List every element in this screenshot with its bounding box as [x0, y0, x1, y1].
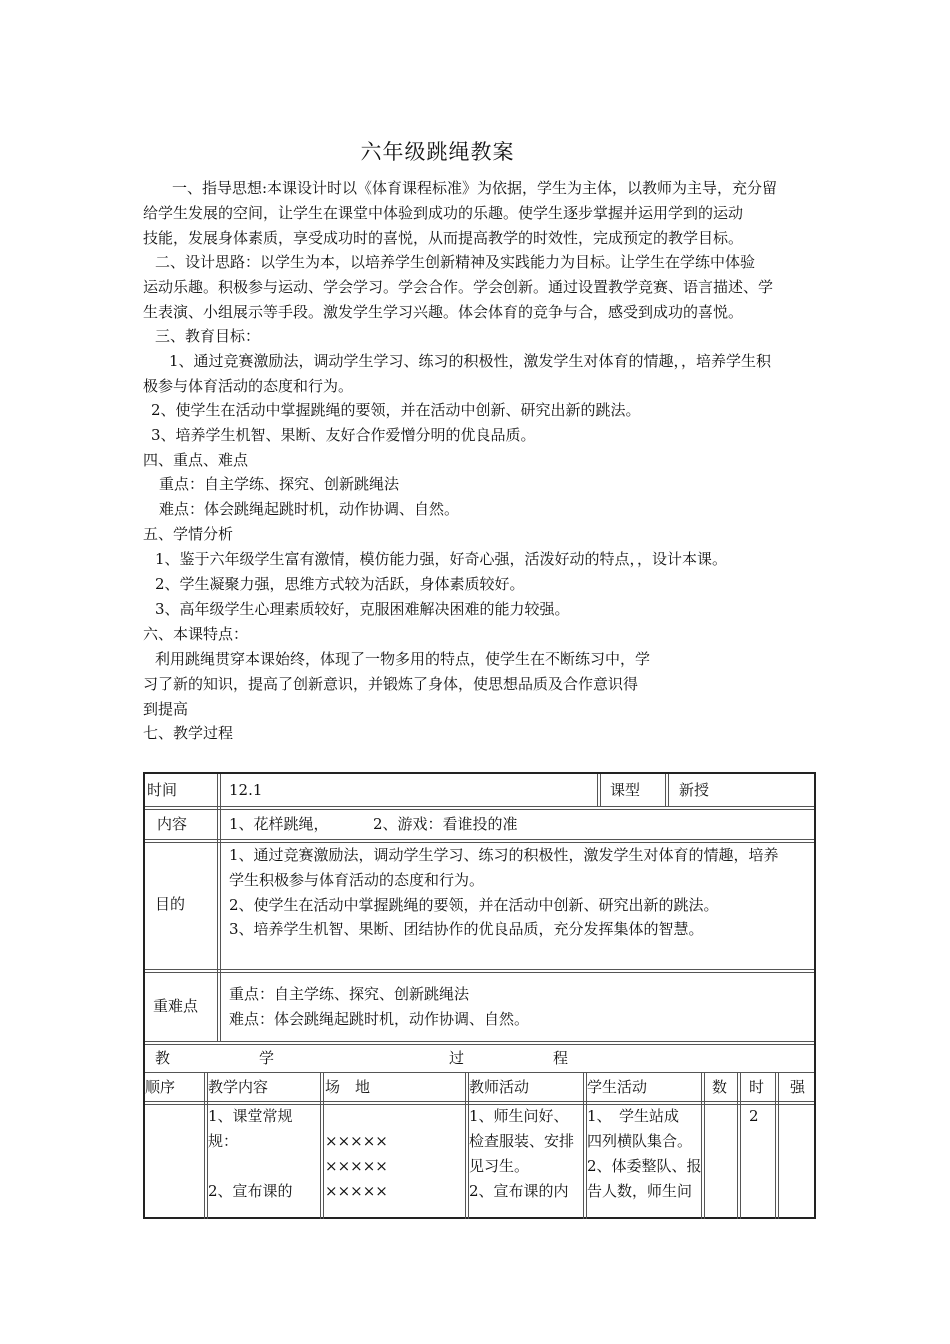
- row-divider: [145, 969, 814, 973]
- time-label: 时间: [147, 781, 178, 799]
- paragraph-line: 极参与体育活动的态度和行为。: [143, 377, 354, 395]
- paragraph-line: 生表演、小组展示等手段。激发学生学习兴趣。体会体育的竞争与合，感受到成功的喜悦。: [143, 303, 744, 321]
- content-value-2: 2、游戏：看谁投的准: [373, 815, 518, 833]
- paragraph-line: 3、培养学生机智、果断、友好合作爱憎分明的优良品质。: [151, 426, 536, 444]
- column-divider: [737, 1072, 741, 1219]
- section-heading: 七、教学过程: [143, 724, 234, 742]
- column-divider: [597, 774, 601, 806]
- header-field: 场 地: [325, 1078, 371, 1096]
- paragraph-line: 给学生发展的空间，让学生在课堂中体验到成功的乐趣。使学生逐步掌握并运用学到的运动: [143, 204, 744, 222]
- row-teacher-line: 检查服装、安排: [469, 1132, 575, 1150]
- header-intensity: 强: [790, 1078, 806, 1096]
- process-char: 过: [449, 1049, 465, 1067]
- section-heading: 五、学情分析: [143, 525, 234, 543]
- goal-line: 学生积极参与体育活动的态度和行为。: [229, 871, 485, 889]
- column-divider: [665, 774, 669, 806]
- paragraph-line: 难点：体会跳绳起跳时机，动作协调、自然。: [159, 500, 460, 518]
- paragraph-line: 到提高: [143, 700, 189, 718]
- lesson-plan-table: [143, 772, 816, 1219]
- goal-line: 1、通过竞赛激励法，调动学生学习、练习的积极性，激发学生对体育的情趣，培养: [229, 846, 779, 864]
- row-teacher-line: 1、师生问好、: [469, 1107, 569, 1125]
- row-field-line: ×××××: [325, 1182, 388, 1200]
- row-content-line: 2、宣布课的: [208, 1182, 293, 1200]
- header-teacher: 教师活动: [469, 1078, 530, 1096]
- column-divider: [320, 1072, 324, 1219]
- key-point-line: 难点：体会跳绳起跳时机，动作协调、自然。: [229, 1010, 530, 1028]
- paragraph-line: 1、通过竞赛激励法，调动学生学习、练习的积极性，激发学生对体育的情趣，，培养学生积: [169, 352, 772, 370]
- header-content: 教学内容: [208, 1078, 269, 1096]
- paragraph-line: 运动乐趣。积极参与运动、学会学习。学会合作。学会创新。通过设置教学竞赛、语言描述、学: [143, 278, 774, 296]
- row-content-line: 1、课堂常规: [208, 1107, 293, 1125]
- row-divider: [145, 1041, 814, 1045]
- paragraph-line: 习了新的知识，提高了创新意识，并锻炼了身体，使思想品质及合作意识得: [143, 675, 639, 693]
- paragraph-line: 2、学生凝聚力强，思维方式较为活跃，身体素质较好。: [155, 575, 525, 593]
- paragraph-line: 3、高年级学生心理素质较好，克服困难解决困难的能力较强。: [155, 600, 570, 618]
- process-char: 教: [155, 1049, 171, 1067]
- type-label: 课型: [610, 781, 641, 799]
- row-divider: [145, 806, 814, 810]
- column-divider: [701, 1072, 705, 1219]
- row-time-value: 2: [749, 1107, 759, 1125]
- row-divider: [145, 1072, 814, 1073]
- paragraph-line: 重点：自主学练、探究、创新跳绳法: [159, 475, 400, 493]
- paragraph-line: 二、设计思路：以学生为本，以培养学生创新精神及实践能力为目标。让学生在学练中体验: [155, 253, 756, 271]
- content-value-1: 1、花样跳绳，: [229, 815, 329, 833]
- content-label: 内容: [157, 815, 188, 833]
- header-count: 数: [712, 1078, 728, 1096]
- time-value: 12.1: [229, 781, 263, 799]
- row-teacher-line: 2、宣布课的内: [469, 1182, 569, 1200]
- header-student: 学生活动: [587, 1078, 648, 1096]
- header-time: 时: [749, 1078, 765, 1096]
- section-heading: 六、本课特点：: [143, 625, 249, 643]
- row-field-line: ×××××: [325, 1157, 388, 1175]
- goal-line: 3、培养学生机智、果断、团结协作的优良品质，充分发挥集体的智慧。: [229, 920, 704, 938]
- row-student-line: 四列横队集合。: [587, 1132, 693, 1150]
- row-student-line: 告人数，师生问: [587, 1182, 693, 1200]
- row-field-line: ×××××: [325, 1132, 388, 1150]
- paragraph-line: 技能，发展身体素质，享受成功时的喜悦，从而提高教学的时效性，完成预定的教学目标。: [143, 229, 744, 247]
- section-heading: 三、教育目标：: [155, 327, 261, 345]
- paragraph-line: 一、指导思想:本课设计时以《体育课程标准》为依据，学生为主体，以教师为主导，充分留: [172, 179, 778, 197]
- row-student-line: 1、 学生站成: [587, 1107, 680, 1125]
- header-order: 顺序: [145, 1078, 176, 1096]
- column-divider: [775, 1072, 779, 1219]
- key-points-label: 重难点: [153, 997, 199, 1015]
- goal-line: 2、使学生在活动中掌握跳绳的要领，并在活动中创新、研究出新的跳法。: [229, 896, 719, 914]
- row-student-line: 2、体委整队、报: [587, 1157, 702, 1175]
- paragraph-line: 1、鉴于六年级学生富有激情，模仿能力强，好奇心强，活泼好动的特点，，设计本课。: [155, 550, 728, 568]
- paragraph-line: 利用跳绳贯穿本课始终，体现了一物多用的特点，使学生在不断练习中，学: [155, 650, 651, 668]
- section-heading: 四、重点、难点: [143, 451, 249, 469]
- process-char: 程: [553, 1049, 569, 1067]
- paragraph-line: 2、使学生在活动中掌握跳绳的要领，并在活动中创新、研究出新的跳法。: [151, 401, 641, 419]
- type-value: 新授: [679, 781, 710, 799]
- column-divider: [217, 774, 221, 1041]
- process-char: 学: [259, 1049, 275, 1067]
- row-teacher-line: 见习生。: [469, 1157, 530, 1175]
- page-title: 六年级跳绳教案: [360, 140, 515, 164]
- goal-label: 目的: [155, 895, 186, 913]
- row-content-line: 规：: [208, 1132, 239, 1150]
- key-point-line: 重点：自主学练、探究、创新跳绳法: [229, 985, 470, 1003]
